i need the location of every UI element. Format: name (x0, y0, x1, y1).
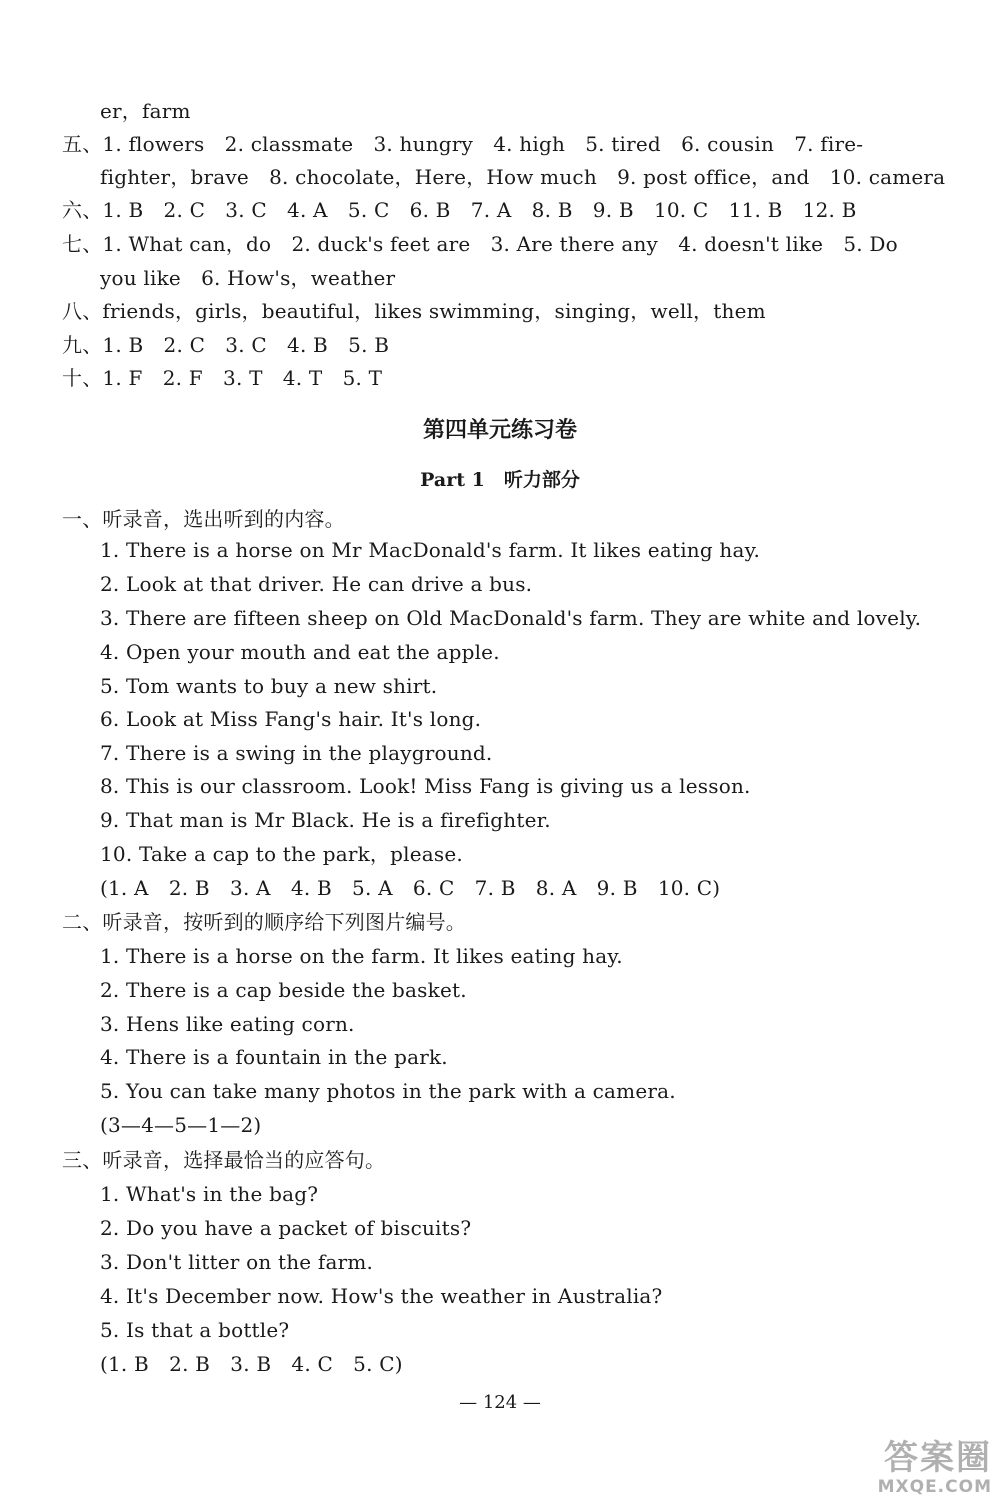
answer-line: you like 6. How's，weather (100, 266, 396, 290)
watermark-text: 答案圈 (884, 1438, 992, 1478)
list-item: 5. You can take many photos in the park with a camera. (100, 1079, 676, 1103)
list-item: 5. Tom wants to buy a new shirt. (100, 674, 438, 698)
answer-line: 七、1. What can，do 2. duck's feet are 3. Are there any 4. doesn't like 5. Do (62, 232, 898, 256)
list-item: 10. Take a cap to the park，please. (100, 842, 463, 866)
list-item: 2. Look at that driver. He can drive a bus. (100, 572, 533, 596)
list-item: 9. That man is Mr Black. He is a firefighter. (100, 808, 551, 832)
section-heading: 二、听录音，按听到的顺序给下列图片编号。 (62, 910, 466, 934)
watermark (878, 1439, 992, 1497)
list-item: 7. There is a swing in the playground. (100, 741, 493, 765)
list-item: 2. Do you have a packet of biscuits? (100, 1216, 472, 1240)
list-item: 3. Don't litter on the farm. (100, 1250, 374, 1274)
list-item: 5. Is that a bottle? (100, 1318, 290, 1342)
unit-title: 第四单元练习卷 (422, 417, 577, 443)
list-item: 4. There is a fountain in the park. (100, 1045, 448, 1069)
list-item: 1. There is a horse on Mr MacDonald's farm. It likes eating hay. (100, 538, 761, 562)
list-item: 4. It's December now. How's the weather in Australia? (100, 1284, 663, 1308)
answer-line: 十、1. F 2. F 3. T 4. T 5. T (62, 366, 383, 390)
answer-line: fighter，brave 8. chocolate，Here，How much 9. post office，and 10. camera (100, 165, 946, 189)
watermark-url: MXQE.COM (877, 1477, 992, 1497)
page-number: — 124 — (459, 1392, 541, 1413)
section-heading: 三、听录音，选择最恰当的应答句。 (62, 1148, 386, 1172)
section-heading: 一、听录音，选出听到的内容。 (62, 507, 345, 531)
answer-line: 八、friends，girls，beautiful，likes swimming，singing，well，them (62, 299, 766, 323)
answer-key: (3—4—5—1—2) (100, 1113, 262, 1137)
list-item: 3. Hens like eating corn. (100, 1012, 355, 1036)
list-item: 2. There is a cap beside the basket. (100, 978, 467, 1002)
part-title: Part 1 听力部分 (420, 469, 580, 491)
list-item: 1. What's in the bag? (100, 1182, 319, 1206)
list-item: 6. Look at Miss Fang's hair. It's long. (100, 707, 482, 731)
answer-line: er，farm (100, 99, 191, 123)
list-item: 3. There are fifteen sheep on Old MacDonald's farm. They are white and lovely. (100, 606, 922, 630)
answer-key: (1. A 2. B 3. A 4. B 5. A 6. C 7. B 8. A 9. B 10. C) (100, 876, 721, 900)
list-item: 8. This is our classroom. Look! Miss Fang is giving us a lesson. (100, 774, 751, 798)
list-item: 4. Open your mouth and eat the apple. (100, 640, 500, 664)
answer-key: (1. B 2. B 3. B 4. C 5. C) (100, 1352, 403, 1376)
answer-line: 六、1. B 2. C 3. C 4. A 5. C 6. B 7. A 8. B 9. B 10. C 11. B 12. B (62, 198, 857, 222)
answer-line: 九、1. B 2. C 3. C 4. B 5. B (62, 333, 390, 357)
answer-line: 五、1. flowers 2. classmate 3. hungry 4. high 5. tired 6. cousin 7. fire- (62, 132, 864, 156)
list-item: 1. There is a horse on the farm. It likes eating hay. (100, 944, 623, 968)
